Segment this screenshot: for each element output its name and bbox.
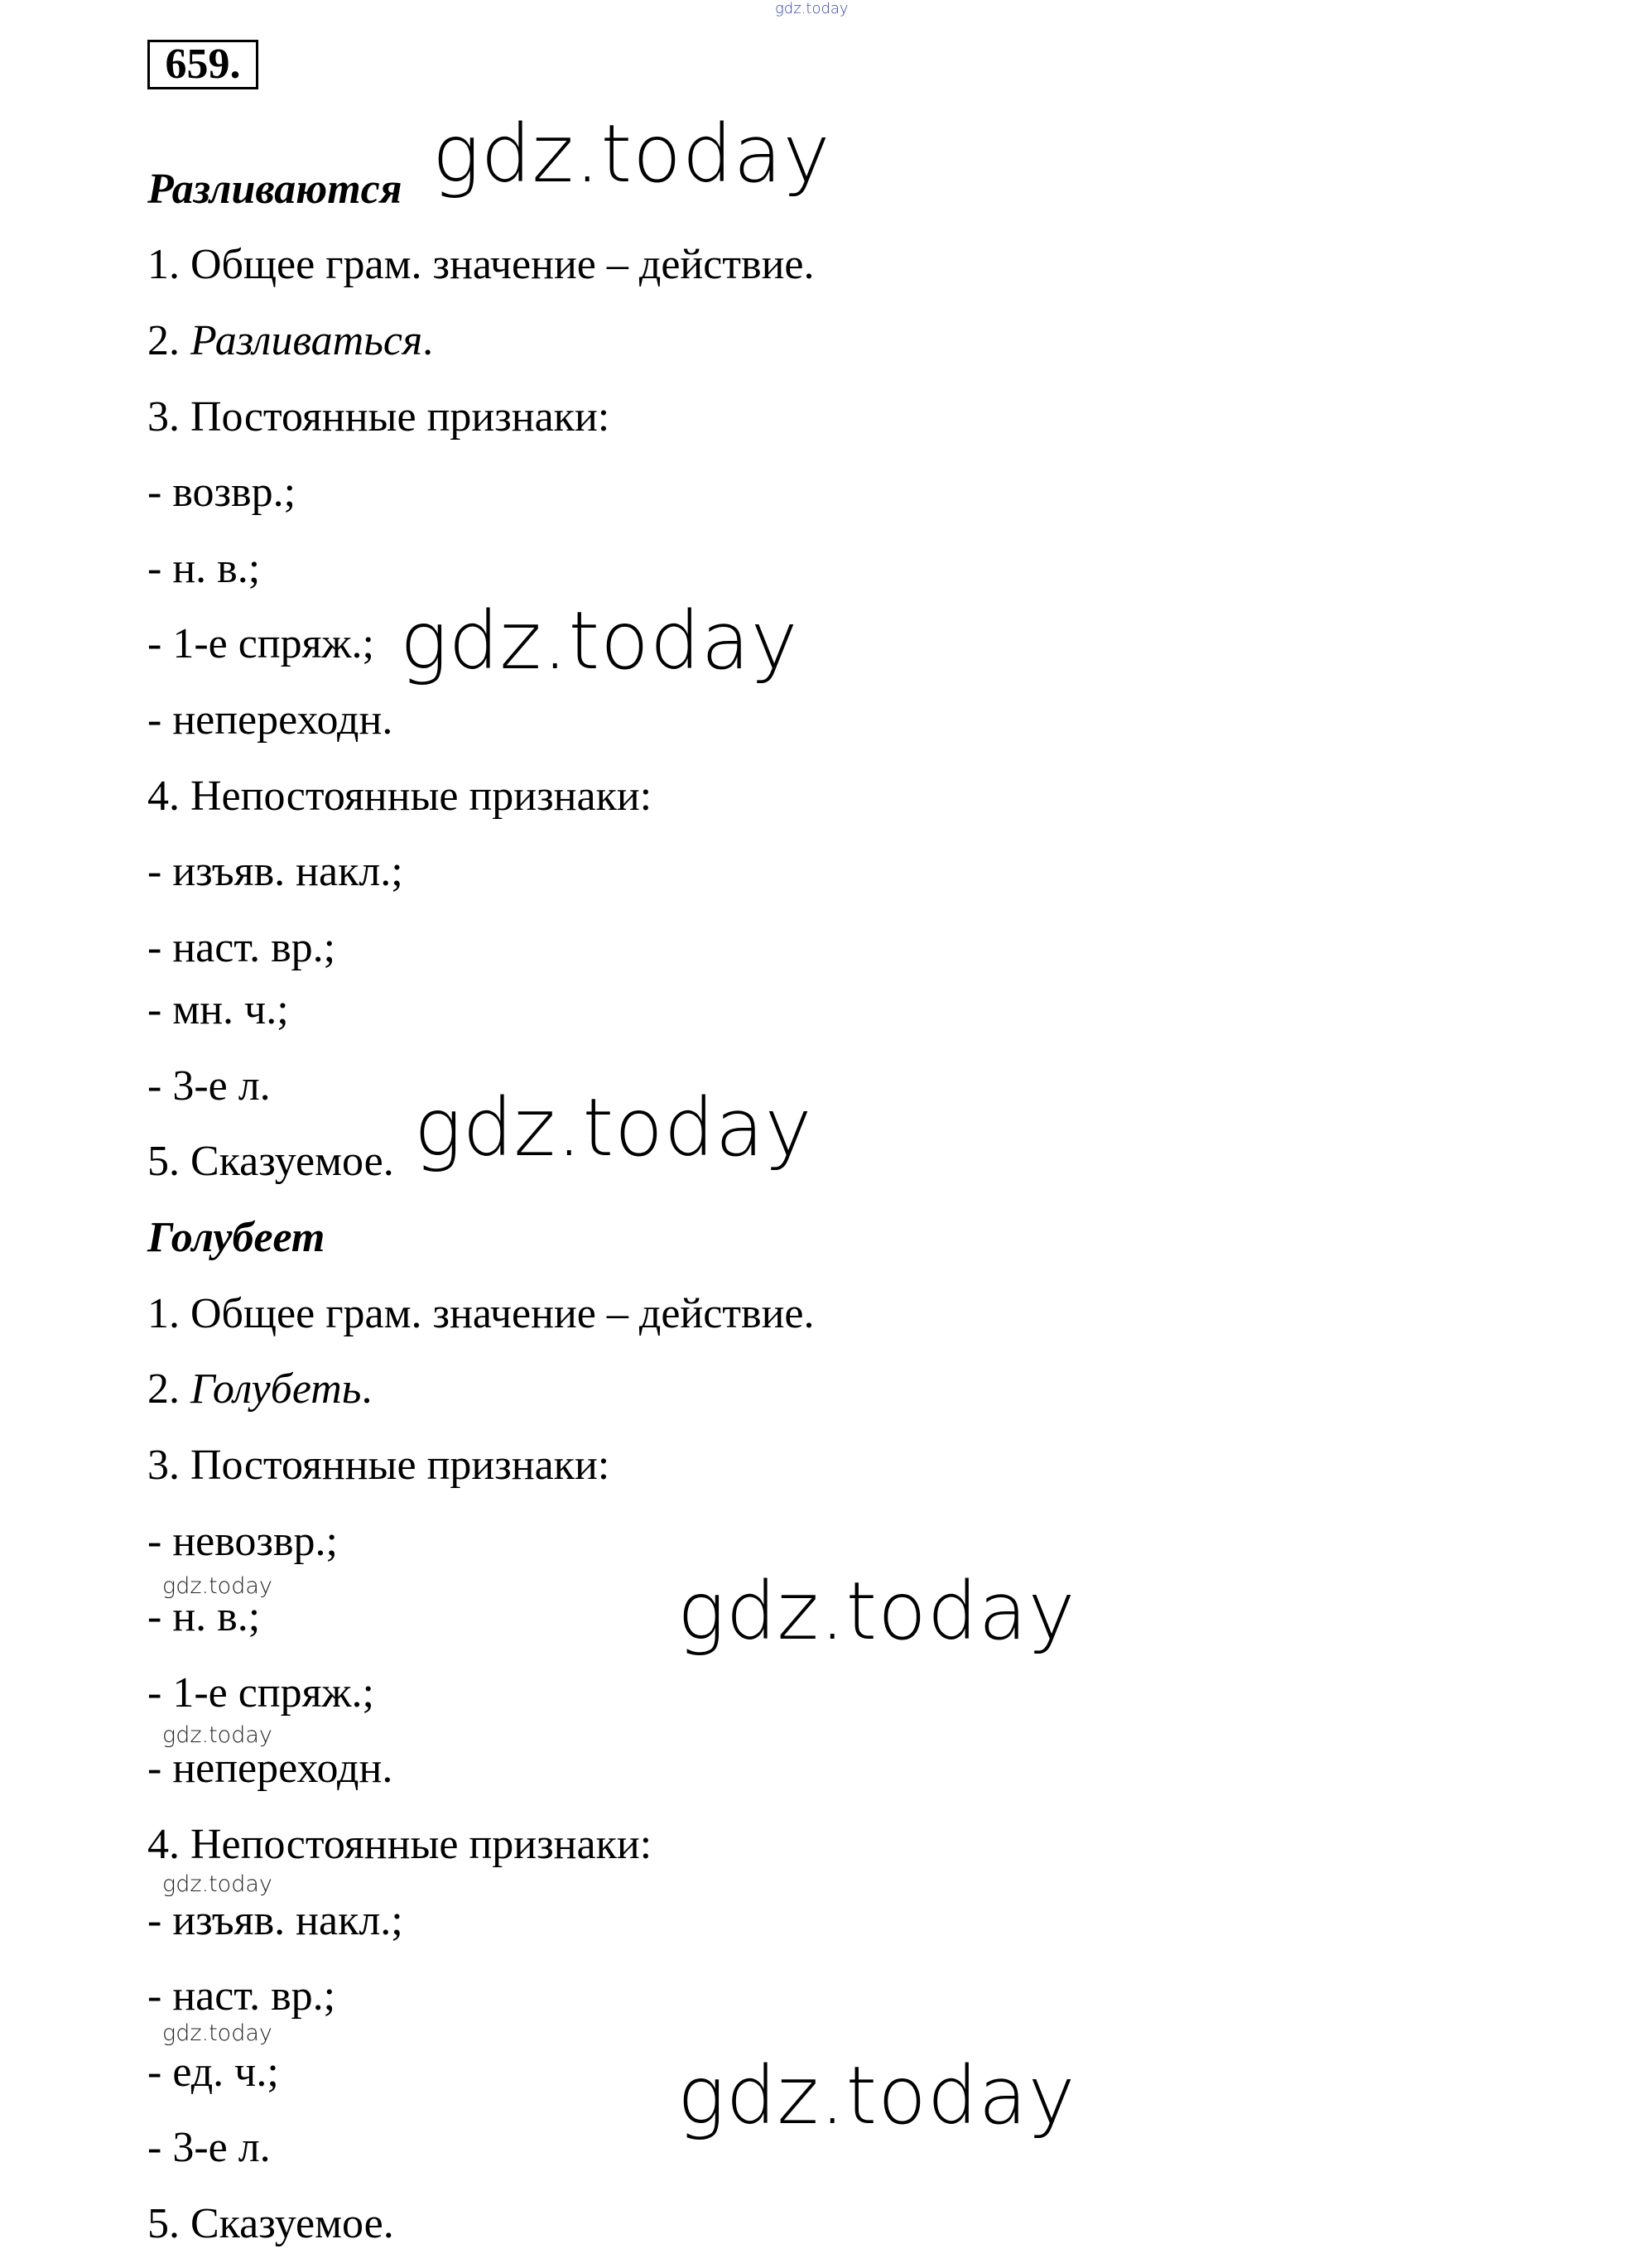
section-line: - изъяв. накл.; [147, 1897, 403, 1944]
line-suffix: . [361, 1365, 373, 1413]
section-line: - 3-е л. [147, 1062, 271, 1110]
section-line: 4. Непостоянные признаки: [147, 1821, 652, 1868]
watermark-top: gdz.today [775, 0, 849, 17]
section-line: - 1-е спряж.; [147, 620, 374, 667]
section-line: 5. Сказуемое. [147, 1138, 394, 1185]
section-line: - непереходн. [147, 696, 393, 744]
section-line: - н. в.; [147, 1593, 261, 1640]
section-line: - мн. ч.; [147, 986, 289, 1033]
section-line [147, 1365, 372, 1414]
section-line: 4. Непостоянные признаки: [147, 773, 652, 820]
watermark-large: gdz.today [677, 1565, 1076, 1658]
section-line: - наст. вр.; [147, 1972, 336, 2020]
watermark-small: gdz.today [162, 1722, 272, 1748]
section-line: 5. Сказуемое. [147, 2200, 394, 2247]
watermark-large: gdz.today [432, 108, 831, 200]
section-line: 3. Постоянные признаки: [147, 1442, 610, 1489]
section-line: - н. в.; [147, 545, 261, 592]
section-line: - ед. ч.; [147, 2049, 279, 2096]
exercise-number: 659. [147, 40, 258, 89]
section-line: - 3-е л. [147, 2124, 271, 2171]
watermark-large: gdz.today [677, 2049, 1076, 2142]
section-line: - 1-е спряж.; [147, 1669, 374, 1717]
section-heading: Разливаются [147, 166, 402, 213]
section-line: - возвр.; [147, 469, 296, 516]
watermark-large: gdz.today [414, 1081, 813, 1174]
watermark-small: gdz.today [162, 1573, 272, 1599]
infinitive-form: Голубеть [190, 1365, 362, 1413]
line-suffix: . [422, 317, 434, 364]
section-heading: Голубеет [147, 1214, 325, 1261]
section-line: - невозвр.; [147, 1518, 338, 1565]
section-line: 1. Общее грам. значение – действие. [147, 241, 815, 288]
section-line [147, 316, 433, 366]
watermark-small: gdz.today [162, 1871, 272, 1897]
watermark-large: gdz.today [400, 595, 799, 687]
section-line: - наст. вр.; [147, 924, 336, 971]
section-line: - непереходн. [147, 1745, 393, 1792]
line-prefix: 2. [147, 317, 190, 364]
infinitive-form: Разливаться [190, 317, 423, 364]
section-line: 1. Общее грам. значение – действие. [147, 1290, 815, 1337]
line-prefix: 2. [147, 1365, 190, 1413]
section-line: 3. Постоянные признаки: [147, 393, 610, 441]
section-line: - изъяв. накл.; [147, 848, 403, 895]
watermark-small: gdz.today [162, 2020, 272, 2046]
